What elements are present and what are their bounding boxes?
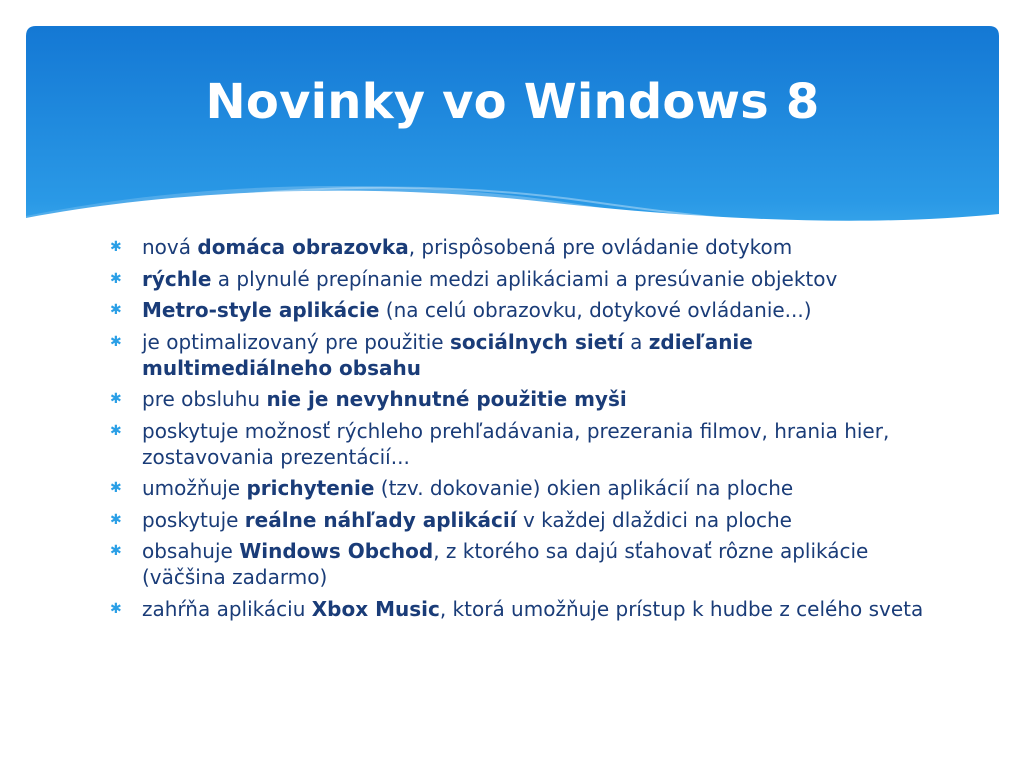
bullet-item: [110, 475, 930, 501]
bullet-item: [110, 596, 930, 622]
bullet-item: [110, 386, 930, 412]
bullet-text: poskytuje možnosť rýchleho prehľadávania, prezerania filmov, hrania hier, zostavovania prezentácií...: [142, 418, 890, 469]
asterisk-bullet-icon: ✱: [110, 511, 122, 528]
bullet-bold: Metro-style aplikácie: [142, 298, 380, 322]
bullet-item: [110, 329, 930, 381]
bullet-item: [110, 234, 930, 260]
slide-title: Novinky vo Windows 8: [205, 74, 820, 130]
bullet-bold: zdieľanie multimediálneho obsahu: [142, 329, 753, 380]
asterisk-bullet-icon: ✱: [110, 422, 122, 439]
bullet-text: (tzv. dokovanie) okien aplikácií na ploche: [374, 476, 794, 500]
asterisk-bullet-icon: ✱: [110, 480, 122, 496]
bullet-item: [110, 297, 930, 323]
bullet-item: [110, 507, 930, 533]
bullet-text: umožňuje: [142, 476, 247, 500]
asterisk-bullet-icon: ✱: [110, 302, 122, 318]
bullet-text: a: [623, 329, 649, 354]
asterisk-bullet-icon: ✱: [110, 543, 122, 559]
asterisk-bullet-icon: ✱: [110, 333, 122, 350]
bullet-bold: rýchle: [142, 266, 212, 291]
bullet-text: poskytuje: [142, 507, 245, 532]
bullet-text: (na celú obrazovku, dotykové ovládanie...): [379, 298, 812, 322]
bullet-item: [110, 538, 930, 590]
bullet-bold: reálne náhľady aplikácií: [244, 507, 517, 532]
bullet-text: a plynulé prepínanie medzi aplikáciami a presúvanie objektov: [211, 266, 838, 291]
bullet-bold: nie je nevyhnutné použitie myši: [266, 387, 627, 411]
bullet-text: je optimalizovaný pre použitie: [142, 329, 450, 354]
asterisk-bullet-icon: ✱: [110, 239, 122, 255]
asterisk-bullet-icon: ✱: [110, 391, 122, 407]
bullet-text: , ktorá umožňuje prístup k hudbe z celého sveta: [439, 596, 924, 621]
bullet-text: , z ktorého sa dajú sťahovať rôzne aplikácie (väčšina zadarmo): [142, 539, 869, 589]
bullet-bold: Xbox Music: [311, 596, 440, 621]
bullet-bold: prichytenie: [246, 476, 375, 500]
asterisk-bullet-icon: ✱: [110, 270, 122, 287]
bullet-list: [110, 234, 930, 627]
bullet-item: [110, 418, 930, 470]
bullet-text: , prispôsobená pre ovládanie dotykom: [408, 235, 793, 259]
bullet-text: nová: [142, 235, 198, 259]
bullet-text: obsahuje: [142, 539, 240, 563]
bullet-text: pre obsluhu: [142, 387, 267, 411]
asterisk-bullet-icon: ✱: [110, 600, 122, 617]
bullet-bold: Windows Obchod: [239, 539, 434, 563]
bullet-bold: sociálnych sietí: [449, 329, 624, 354]
bullet-text: zahŕňa aplikáciu: [142, 596, 312, 621]
bullet-text: v každej dlaždici na ploche: [516, 507, 792, 532]
bullet-item: [110, 266, 930, 292]
bullet-bold: domáca obrazovka: [197, 235, 409, 259]
